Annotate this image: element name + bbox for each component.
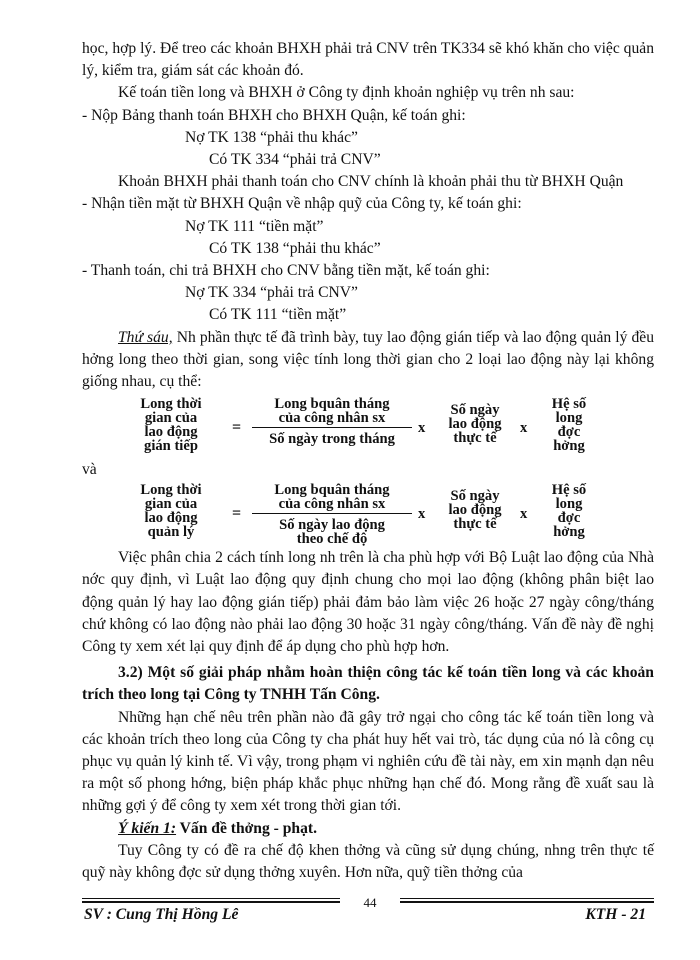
paragraph-5: - Nhận tiền mặt từ BHXH Quận về nhập quỹ của Công ty, kế toán ghi: — [82, 195, 522, 213]
paragraph-7 — [82, 327, 654, 394]
formula-management-labor — [82, 482, 654, 548]
formula-1-times-2: x — [520, 420, 528, 437]
opinion-1-lead: Ý kiến 1: — [118, 819, 177, 837]
footer-class: KTH - 21 — [585, 906, 646, 923]
formula-2-days-line: Số ngày — [450, 488, 500, 505]
formula-1-fraction — [252, 397, 412, 446]
paragraph-7-lead: Thứ sáu, — [118, 328, 173, 346]
section-heading: 3.2) Một số giải pháp nhằm hoàn thiện công tác kế toán tiền long và các khoản trích theo long tại Công ty TNHH Tấn Công. — [82, 664, 654, 704]
paragraph-6: - Thanh toán, chi trả BHXH cho CNV bằng tiền mặt, kế toán ghi: — [82, 262, 490, 280]
paragraph-3: - Nộp Bảng thanh toán BHXH cho BHXH Quận, kế toán ghi: — [82, 106, 466, 124]
paragraph-opinion-1 — [82, 818, 654, 840]
entry-debit-1: Nợ TK 138 “phải thu khác” — [185, 128, 358, 146]
page-number: 44 — [340, 896, 400, 909]
formula-1-coef-line: hởng — [553, 438, 585, 455]
formula-1-days — [442, 403, 508, 445]
paragraph-10: Tuy Công ty có đề ra chế độ khen thởng và cũng sử dụng chúng, nhng trên thực tế quỹ này không đợc sử dụng thởng xuyên. Hơn nữa, quỹ tiền thởng của — [82, 841, 654, 882]
formula-2-coef-line: long — [555, 496, 583, 513]
paragraph-7-text: Nh phần thực tế đã trình bày, tuy lao động gián tiếp và lao động quản lý đều hởng long theo thời gian, song việc tính long thời gian cho 2 loại lao động này lại không giống nhau, cụ thể: — [82, 328, 654, 391]
formula-2-left-line: quản lý — [147, 524, 195, 541]
formula-1-coef-line: đợc — [557, 424, 581, 441]
document-body — [82, 38, 654, 884]
formula-1-left-line: gian của — [144, 410, 198, 427]
formula-2-denominator: theo chế độ — [296, 531, 368, 548]
formula-2-coef-line: hởng — [553, 524, 585, 541]
formula-1-numerator: Long bquân tháng — [274, 396, 390, 413]
formula-1-times-1: x — [418, 420, 426, 437]
formula-2-left-line: Long thời — [140, 482, 202, 499]
paragraph-1: học, hợp lý. Để treo các khoản BHXH phải trả CNV trên TK334 sẽ khó khăn cho việc quản lý, kiểm tra, giám sát các khoản đó. — [82, 40, 654, 80]
formula-1-left-line: lao động — [144, 424, 198, 441]
formula-2-days-line: thực tế — [453, 516, 497, 533]
formula-2-days-line: lao động — [448, 502, 502, 519]
formula-indirect-labor — [82, 397, 654, 459]
formula-2-numerator: của công nhân sx — [278, 496, 386, 513]
formula-1-coefficient — [544, 397, 594, 453]
entry-credit-2: Có TK 138 “phải thu khác” — [209, 239, 381, 257]
formula-2-fraction-bar — [252, 513, 412, 514]
opinion-1-title: Vấn đề thởng - phạt. — [176, 819, 317, 837]
conjunction-and: và — [82, 461, 97, 479]
formula-2-times-2: x — [520, 506, 528, 523]
formula-2-times-1: x — [418, 506, 426, 523]
entry-debit-3: Nợ TK 334 “phải trả CNV” — [185, 284, 358, 302]
paragraph-8: Việc phân chia 2 cách tính long nh trên là cha phù hợp với Bộ Luật lao động của Nhà nớc quy định, vì Luật lao động quy định chung cho mọi lao động (không phân biệt lao động quản lý hay lao động gián tiếp) phải đảm bảo làm việc 26 hoặc 27 ngày công/tháng chứ không có lao động nào phải lao động 30 hoặc 31 ngày công/tháng. Vấn đề này đề nghị Công ty xem xét lại quy định để áp dụng cho phù hợp hơn. — [82, 549, 654, 656]
formula-2-denominator: Số ngày lao động — [279, 517, 385, 534]
formula-1-days-line: lao động — [448, 416, 502, 433]
formula-2-coef-line: đợc — [557, 510, 581, 527]
formula-1-days-line: Số ngày — [450, 402, 500, 419]
formula-1-left-line: gián tiếp — [144, 438, 198, 455]
entry-debit-2: Nợ TK 111 “tiền mặt” — [185, 217, 324, 235]
formula-1-coef-line: Hệ số — [551, 396, 587, 413]
formula-2-coefficient — [544, 483, 594, 539]
formula-1-fraction-bar — [252, 427, 412, 428]
formula-2-equals: = — [232, 505, 242, 523]
formula-2-left-line: lao động — [144, 510, 198, 527]
formula-2-fraction — [252, 483, 412, 546]
formula-1-numerator: của công nhân sx — [278, 410, 386, 427]
formula-1-left-line: Long thời — [140, 396, 202, 413]
formula-2-left — [122, 483, 220, 539]
entry-credit-1: Có TK 334 “phải trả CNV” — [209, 151, 381, 169]
footer-author: SV : Cung Thị Hồng Lê — [84, 906, 239, 923]
formula-1-denominator: Số ngày trong tháng — [269, 431, 395, 448]
formula-1-coef-line: long — [555, 410, 583, 427]
formula-2-numerator: Long bquân tháng — [274, 482, 390, 499]
formula-1-days-line: thực tế — [453, 430, 497, 447]
formula-2-coef-line: Hệ số — [551, 482, 587, 499]
formula-2-days — [442, 489, 508, 531]
paragraph-9: Những hạn chế nêu trên phần nào đã gây trở ngại cho công tác kế toán tiền long và các khoản trích theo long của Công ty cha phát huy hết vai trò, tác dụng của nó là công cụ phục vụ quản lý kinh tế. Vì vậy, trong phạm vi nghiên cứu đề tài này, em xin mạnh dạn nêu ra một số phong hớng, biện pháp khắc phục những hạn chế đó. Mong rằng đề xuất sau là những gợi ý để công ty xem xét trong thời gian tới. — [82, 708, 654, 815]
entry-credit-3: Có TK 111 “tiền mặt” — [209, 306, 347, 324]
formula-1-equals: = — [232, 419, 242, 437]
paragraph-2: Kế toán tiền long và BHXH ở Công ty định khoản nghiệp vụ trên nh sau: — [118, 84, 575, 102]
formula-2-left-line: gian của — [144, 496, 198, 513]
formula-1-left — [122, 397, 220, 453]
paragraph-4: Khoản BHXH phải thanh toán cho CNV chính là khoản phải thu từ BHXH Quận — [118, 173, 624, 191]
